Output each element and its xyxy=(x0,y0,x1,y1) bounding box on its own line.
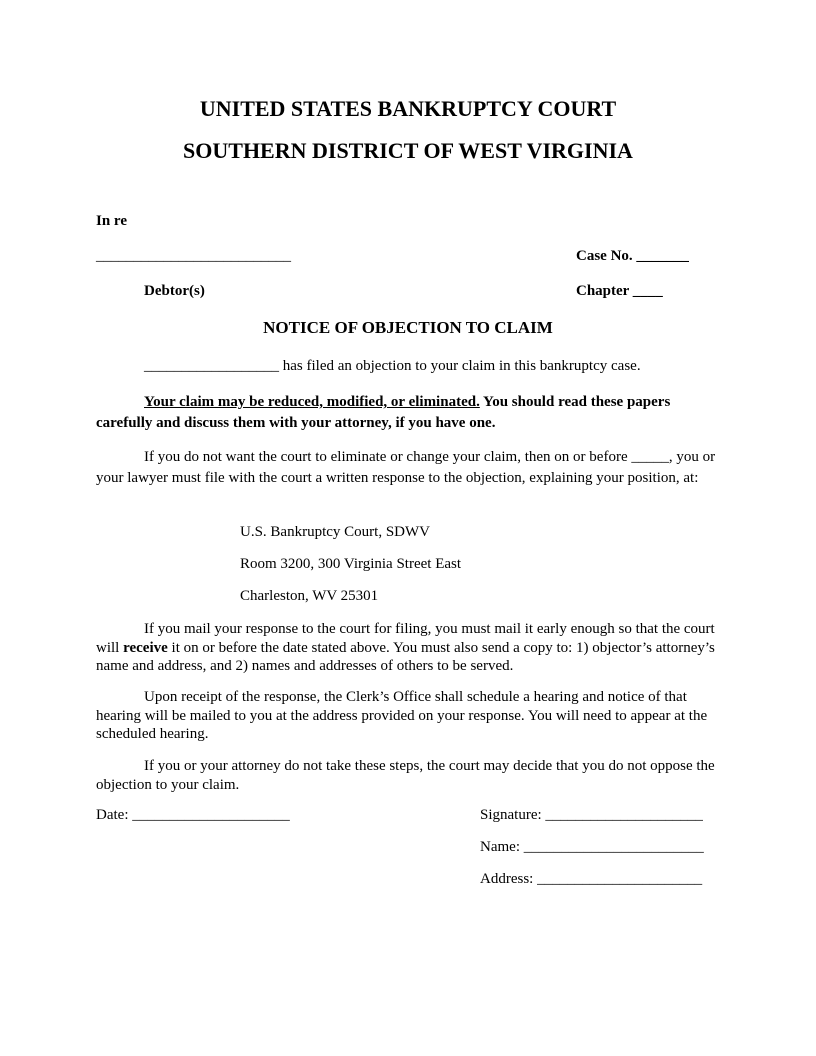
consequence-text: If you or your attorney do not take these steps, the court may decide that you do not oppose the objection to your claim. xyxy=(96,758,715,793)
response-deadline-paragraph xyxy=(96,447,720,489)
chapter-number: Chapter ____ xyxy=(576,283,663,299)
court-district: SOUTHERN DISTRICT OF WEST VIRGINIA xyxy=(183,138,633,163)
hearing-paragraph xyxy=(96,688,720,744)
address-line-2: Room 3200, 300 Virginia Street East xyxy=(240,556,462,572)
warning-text: You should read these papers carefully and discuss them with your attorney, if you have one. xyxy=(96,394,671,431)
in-re-label: In re xyxy=(96,213,127,229)
mail-response-text-1: If you mail your response to the court for filing, you must mail it early enough so that the court will xyxy=(96,621,715,656)
date-field: Date: _____________________ xyxy=(96,807,290,823)
mail-response-paragraph xyxy=(96,620,720,676)
name-field: Name: ________________________ xyxy=(480,839,704,855)
court-name: UNITED STATES BANKRUPTCY COURT xyxy=(199,96,617,121)
debtor-label: Debtor(s) xyxy=(144,283,205,299)
address-line-1: U.S. Bankruptcy Court, SDWV xyxy=(240,524,430,540)
consequence-paragraph xyxy=(96,757,720,794)
debtor-name-line: __________________________ xyxy=(96,248,291,264)
hearing-text: Upon receipt of the response, the Clerk’s Office shall schedule a hearing and notice of that hearing will be mailed to you at the address provided on your response. You will need to appear at the scheduled hearing. xyxy=(96,689,708,742)
notice-title: NOTICE OF OBJECTION TO CLAIM xyxy=(263,318,553,337)
case-number: Case No. _______ xyxy=(576,248,689,264)
address-field: Address: ______________________ xyxy=(480,871,703,887)
mail-response-bold: receive xyxy=(123,639,168,656)
address-line-3: Charleston, WV 25301 xyxy=(240,588,379,604)
mail-response-text-2: it on or before the date stated above. You must also send a copy to: 1) objector’s attorney’s name and address, and 2) names and addresses of others to be served. xyxy=(96,639,715,674)
warning-paragraph xyxy=(96,392,720,434)
warning-underlined-text: Your claim may be reduced, modified, or eliminated. xyxy=(144,394,480,410)
objection-filed-text: __________________ has filed an objection to your claim in this bankruptcy case. xyxy=(144,358,641,374)
objection-filed-paragraph xyxy=(96,356,720,377)
signature-field: Signature: _____________________ xyxy=(480,807,703,823)
response-deadline-text: If you do not want the court to eliminate or change your claim, then on or before _____, you or your lawyer must file with the court a written response to the objection, explaining your position, at: xyxy=(96,449,716,486)
